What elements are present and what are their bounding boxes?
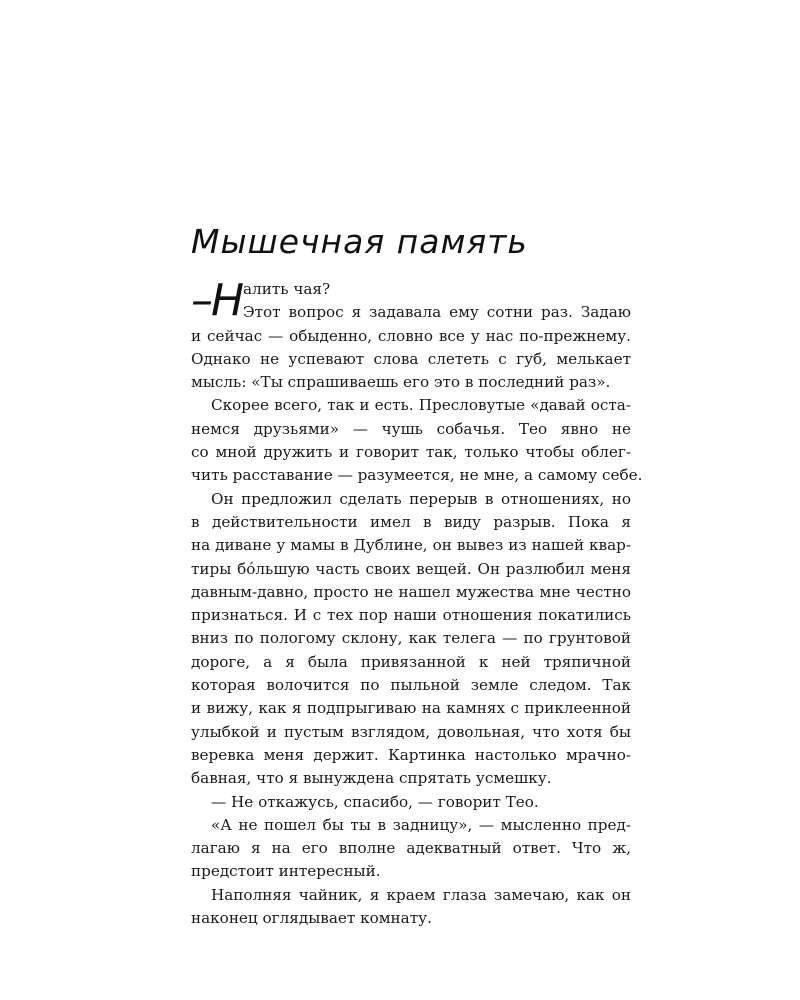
text-line: предстоит интересный. (191, 862, 381, 881)
text-line: улыбкой и пустым взглядом, довольная, что хотя бы (191, 722, 631, 741)
book-page (191, 0, 643, 1000)
text-line: Наполняя чайник, я краем глаза замечаю, как он (211, 885, 631, 904)
drop-cap: –Н (191, 275, 243, 326)
text-line: бавная, что я вынуждена спрятать усмешку. (191, 769, 552, 788)
body-text (191, 275, 643, 930)
opening-paragraph-start (191, 275, 631, 326)
text-line: «А не пошел бы ты в задницу», — мысленно пред- (211, 815, 631, 834)
text-line: наконец оглядывает комнату. (191, 909, 432, 928)
text-line: алить чая? (243, 280, 331, 298)
text-line: лагаю я на его вполне адекватный ответ. Что ж, (191, 839, 631, 858)
text-line: Однако не успевают слова слететь с губ, мелькает (191, 349, 631, 368)
text-line: Скорее всего, так и есть. Пресловутые «давай оста- (211, 396, 631, 415)
text-line: дороге, а я была привязанной к ней тряпичной (191, 652, 631, 671)
text-line: на диване у мамы в Дублине, он вывез из нашей квар- (191, 536, 631, 555)
text-line: со мной дружить и говорит так, только чтобы облег- (191, 443, 631, 462)
text-line: Этот вопрос я задавала ему сотни раз. Задаю (243, 303, 631, 322)
text-line: давным-давно, просто не нашел мужества мне честно (191, 582, 631, 601)
text-line: и сейчас — обыденно, словно все у нас по-прежнему. (191, 326, 631, 345)
text-line: и вижу, как я подпрыгиваю на камнях с приклеенной (191, 699, 631, 718)
text-line: в действительности имел в виду разрыв. Пока я (191, 512, 631, 531)
text-line: веревка меня держит. Картинка настолько мрачно- (191, 745, 631, 764)
text-line: признаться. И с тех пор наши отношения покатились (191, 606, 631, 625)
text-line: мысль: «Ты спрашиваешь его это в последний раз». (191, 373, 611, 392)
text-line: которая волочится по пыльной земле следом. Так (191, 676, 631, 695)
drop-cap-wrapped-lines (243, 278, 631, 325)
chapter-title: Мышечная память (191, 222, 528, 261)
text-line: Он предложил сделать перерыв в отношениях, но (211, 489, 631, 508)
text-line: тиры бóльшую часть своих вещей. Он разлюбил меня (191, 559, 631, 578)
text-line: — Не откажусь, спасибо, — говорит Тео. (211, 792, 539, 811)
text-line: немся друзьями» — чушь собачья. Тео явно не (191, 419, 631, 438)
text-line: вниз по пологому склону, как телега — по грунтовой (191, 629, 631, 648)
text-line: чить расставание — разумеется, не мне, а самому себе. (191, 466, 643, 485)
